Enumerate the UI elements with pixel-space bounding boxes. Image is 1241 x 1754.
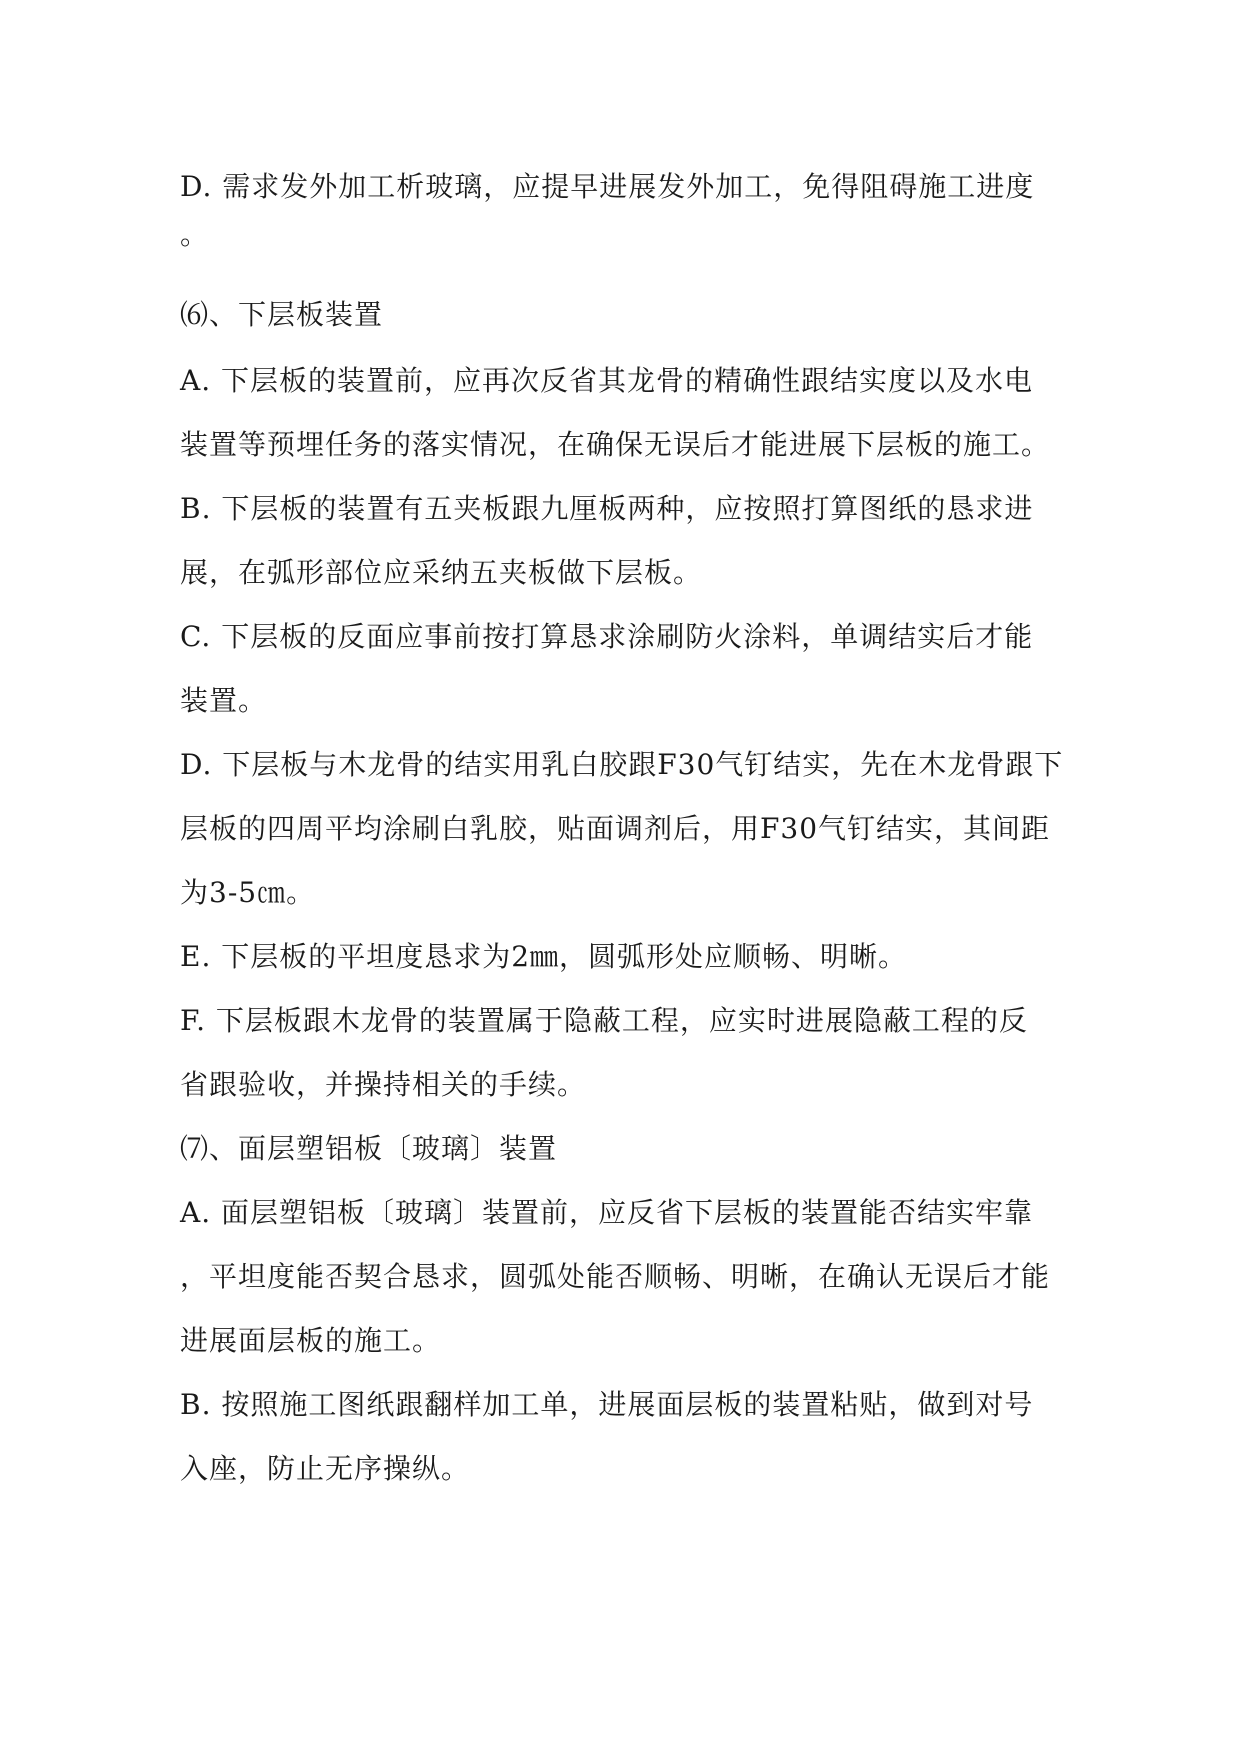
text-line: 。 bbox=[180, 218, 210, 251]
text-line: 省跟验收，并操持相关的手续。 bbox=[180, 1068, 587, 1101]
text-line: 展，在弧形部位应采纳五夹板做下层板。 bbox=[180, 556, 703, 589]
text-line: D. 需求发外加工析玻璃，应提早进展发外加工，免得阻碍施工进度 bbox=[180, 170, 1035, 203]
text-line: 入座，防止无序操纵。 bbox=[180, 1452, 471, 1485]
text-line: ，平坦度能否契合恳求，圆弧处能否顺畅、明晰，在确认无误后才能 bbox=[180, 1260, 1051, 1293]
section-heading: ⑺、面层塑铝板〔玻璃〕装置 bbox=[180, 1132, 558, 1165]
text-line: 装置。 bbox=[180, 684, 268, 717]
text-line: C. 下层板的反面应事前按打算恳求涂刷防火涂料，单调结实后才能 bbox=[180, 620, 1034, 653]
text-line: E. 下层板的平坦度恳求为2㎜，圆弧形处应顺畅、明晰。 bbox=[180, 940, 908, 973]
text-line: 层板的四周平均涂刷白乳胶，贴面调剂后，用F30气钉结实，其间距 bbox=[180, 812, 1051, 845]
text-line: B. 下层板的装置有五夹板跟九厘板两种，应按照打算图纸的恳求进 bbox=[180, 492, 1034, 525]
text-line: A. 面层塑铝板〔玻璃〕装置前，应反省下层板的装置能否结实牢靠 bbox=[180, 1196, 1034, 1229]
text-line: 装置等预埋任务的落实情况，在确保无误后才能进展下层板的施工。 bbox=[180, 428, 1051, 461]
text-line: F. 下层板跟木龙骨的装置属于隐蔽工程，应实时进展隐蔽工程的反 bbox=[180, 1004, 1028, 1037]
text-line: 为3-5㎝。 bbox=[180, 876, 316, 909]
text-line: A. 下层板的装置前，应再次反省其龙骨的精确性跟结实度以及水电 bbox=[180, 364, 1034, 397]
text-line: D. 下层板与木龙骨的结实用乳白胶跟F30气钉结实，先在木龙骨跟下 bbox=[180, 748, 1064, 781]
text-line: B. 按照施工图纸跟翻样加工单，进展面层板的装置粘贴，做到对号 bbox=[180, 1388, 1034, 1421]
text-line: 进展面层板的施工。 bbox=[180, 1324, 442, 1357]
section-heading: ⑹、下层板装置 bbox=[180, 298, 384, 331]
